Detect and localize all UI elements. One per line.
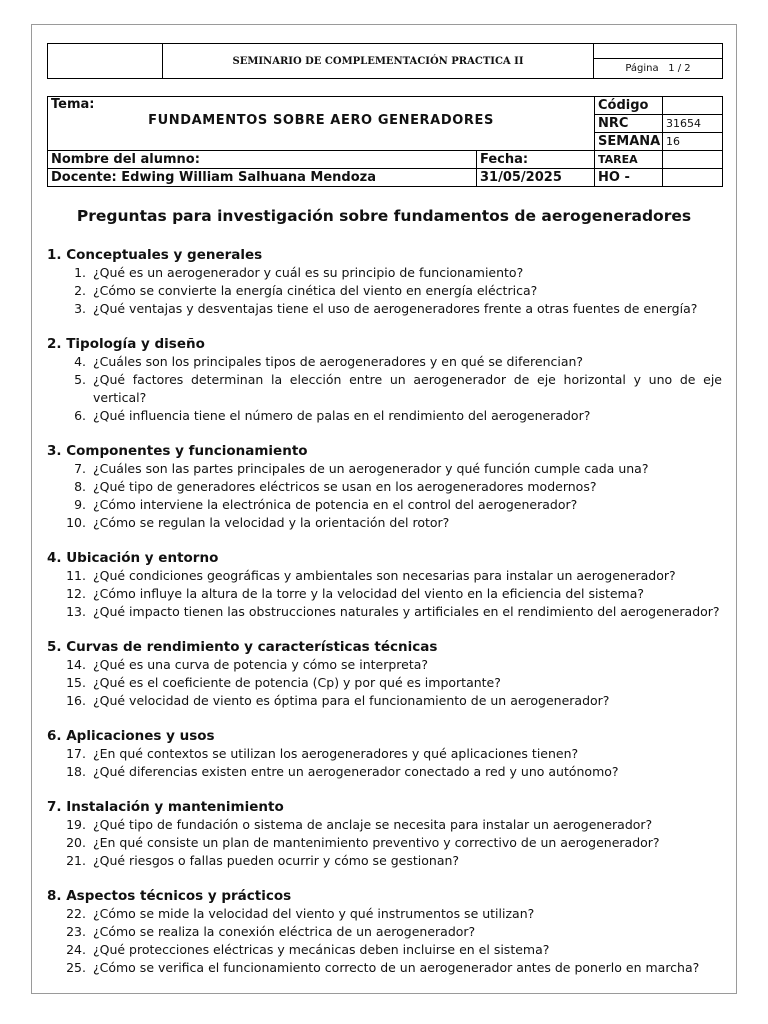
question-section (47, 798, 722, 870)
list-item (47, 567, 722, 585)
fecha-value: 31/05/2025 (477, 169, 595, 187)
question-section (47, 246, 722, 318)
question-text: ¿En qué consiste un plan de mantenimiento preventivo y correctivo de un aerogenerador? (93, 835, 660, 850)
page-value: 1 / 2 (668, 63, 691, 74)
section-title: 2. Tipología y diseño (47, 336, 205, 352)
question-number: 25. (66, 960, 86, 975)
question-number: 16. (66, 693, 86, 708)
question-text: ¿Cómo se verifica el funcionamiento correcto de un aerogenerador antes de ponerlo en marcha? (93, 960, 700, 975)
ho-label: HO - (595, 169, 663, 187)
question-number: 6. (74, 408, 86, 423)
logo-cell (48, 44, 163, 79)
question-section (47, 442, 722, 532)
section-title: 1. Conceptuales y generales (47, 247, 263, 263)
list-item (47, 674, 722, 692)
question-number: 24. (66, 942, 86, 957)
question-number: 17. (66, 746, 86, 761)
question-number: 4. (74, 354, 86, 369)
document-title: Preguntas para investigación sobre fundamentos de aerogeneradores (76, 207, 692, 225)
question-text: ¿Qué impacto tienen las obstrucciones naturales y artificiales en el rendimiento del aerogenerador? (93, 604, 720, 619)
question-text: ¿Qué protecciones eléctricas y mecánicas deben incluirse en el sistema? (93, 942, 550, 957)
question-text: ¿Cómo interviene la electrónica de potencia en el control del aerogenerador? (93, 497, 578, 512)
question-number: 20. (66, 835, 86, 850)
alumno-label: Nombre del alumno: (48, 151, 477, 169)
section-title: 4. Ubicación y entorno (47, 550, 219, 566)
question-number: 5. (74, 372, 86, 387)
question-number: 13. (66, 604, 86, 619)
list-item (47, 959, 722, 977)
tarea-label: TAREA (595, 151, 663, 169)
question-text: ¿Cómo influye la altura de la torre y la velocidad del viento en la eficiencia del sistema? (93, 586, 645, 601)
list-item (47, 371, 722, 407)
question-text: ¿Qué condiciones geográficas y ambientales son necesarias para instalar un aerogenerador? (93, 568, 676, 583)
question-text: ¿Cómo se convierte la energía cinética del viento en energía eléctrica? (93, 283, 538, 298)
questions-content (47, 246, 722, 994)
list-item (47, 407, 722, 425)
page-number (594, 59, 723, 79)
question-number: 23. (66, 924, 86, 939)
list-item (47, 763, 722, 781)
list-item (47, 353, 722, 371)
list-item (47, 282, 722, 300)
question-text: ¿Cuáles son las partes principales de un aerogenerador y qué función cumple cada una? (93, 461, 649, 476)
codigo-label: Código (595, 97, 663, 115)
tema-label: Tema: (51, 97, 95, 112)
section-title: 6. Aplicaciones y usos (47, 728, 215, 744)
list-item (47, 300, 722, 318)
question-text: ¿Qué tipo de generadores eléctricos se usan en los aerogeneradores modernos? (93, 479, 597, 494)
question-number: 18. (66, 764, 86, 779)
list-item (47, 834, 722, 852)
nrc-label: NRC (595, 115, 663, 133)
semana-value: 16 (663, 133, 723, 151)
section-title: 8. Aspectos técnicos y prácticos (47, 888, 292, 904)
section-title: 3. Componentes y funcionamiento (47, 443, 308, 459)
list-item (47, 941, 722, 959)
question-number: 22. (66, 906, 86, 921)
ho-value (663, 169, 723, 187)
question-number: 14. (66, 657, 86, 672)
list-item (47, 585, 722, 603)
codigo-value (663, 97, 723, 115)
header-table (47, 43, 723, 79)
header-empty-cell (594, 44, 723, 59)
question-number: 8. (74, 479, 86, 494)
list-item (47, 656, 722, 674)
fecha-label: Fecha: (477, 151, 595, 169)
question-text: ¿Qué tipo de fundación o sistema de anclaje se necesita para instalar un aerogenerador? (93, 817, 653, 832)
nrc-value: 31654 (663, 115, 723, 133)
question-section (47, 638, 722, 710)
list-item (47, 692, 722, 710)
list-item (47, 816, 722, 834)
question-text: ¿Cómo se mide la velocidad del viento y qué instrumentos se utilizan? (93, 906, 535, 921)
question-number: 2. (74, 283, 86, 298)
question-section (47, 887, 722, 977)
question-text: ¿Qué riesgos o fallas pueden ocurrir y cómo se gestionan? (93, 853, 460, 868)
question-text: ¿Qué ventajas y desventajas tiene el uso de aerogeneradores frente a otras fuentes de energía? (93, 301, 698, 316)
docente-name: Docente: Edwing William Salhuana Mendoza (48, 169, 477, 187)
question-text: ¿Qué velocidad de viento es óptima para el funcionamiento de un aerogenerador? (93, 693, 610, 708)
question-number: 11. (66, 568, 86, 583)
question-number: 3. (74, 301, 86, 316)
question-section (47, 727, 722, 781)
seminar-title: SEMINARIO DE COMPLEMENTACIÓN PRACTICA II (163, 44, 594, 79)
question-text: ¿Cómo se regulan la velocidad y la orientación del rotor? (93, 515, 450, 530)
question-number: 15. (66, 675, 86, 690)
list-item (47, 603, 722, 621)
section-title: 7. Instalación y mantenimiento (47, 799, 284, 815)
tema-cell (48, 97, 595, 151)
list-item (47, 460, 722, 478)
tarea-value (663, 151, 723, 169)
question-text: ¿Cuáles son los principales tipos de aerogeneradores y en qué se diferencian? (93, 354, 584, 369)
question-text: ¿Qué es el coeficiente de potencia (Cp) y por qué es importante? (93, 675, 501, 690)
section-title: 5. Curvas de rendimiento y características técnicas (47, 639, 438, 655)
question-text: ¿Qué diferencias existen entre un aerogenerador conectado a red y uno autónomo? (93, 764, 619, 779)
list-item (47, 745, 722, 763)
question-number: 9. (74, 497, 86, 512)
semana-label: SEMANA (595, 133, 663, 151)
question-section (47, 335, 722, 425)
question-number: 1. (74, 265, 86, 280)
question-number: 7. (74, 461, 86, 476)
info-table (47, 96, 723, 187)
question-text: ¿Cómo se realiza la conexión eléctrica de un aerogenerador? (93, 924, 476, 939)
question-text: ¿Qué es una curva de potencia y cómo se interpreta? (93, 657, 429, 672)
page-label: Página (625, 63, 659, 74)
question-text: ¿Qué influencia tiene el número de palas en el rendimiento del aerogenerador? (93, 408, 591, 423)
list-item (47, 852, 722, 870)
question-number: 19. (66, 817, 86, 832)
question-number: 12. (66, 586, 86, 601)
question-text: ¿En qué contextos se utilizan los aerogeneradores y qué aplicaciones tienen? (93, 746, 579, 761)
list-item (47, 514, 722, 532)
question-section (47, 549, 722, 621)
question-text: ¿Qué factores determinan la elección entre un aerogenerador de eje horizontal y uno de eje vertical? (93, 372, 722, 405)
tema-value: FUNDAMENTOS SOBRE AERO GENERADORES (148, 113, 494, 128)
list-item (47, 264, 722, 282)
question-text: ¿Qué es un aerogenerador y cuál es su principio de funcionamiento? (93, 265, 524, 280)
question-number: 10. (66, 515, 86, 530)
list-item (47, 905, 722, 923)
question-number: 21. (66, 853, 86, 868)
list-item (47, 923, 722, 941)
list-item (47, 496, 722, 514)
list-item (47, 478, 722, 496)
